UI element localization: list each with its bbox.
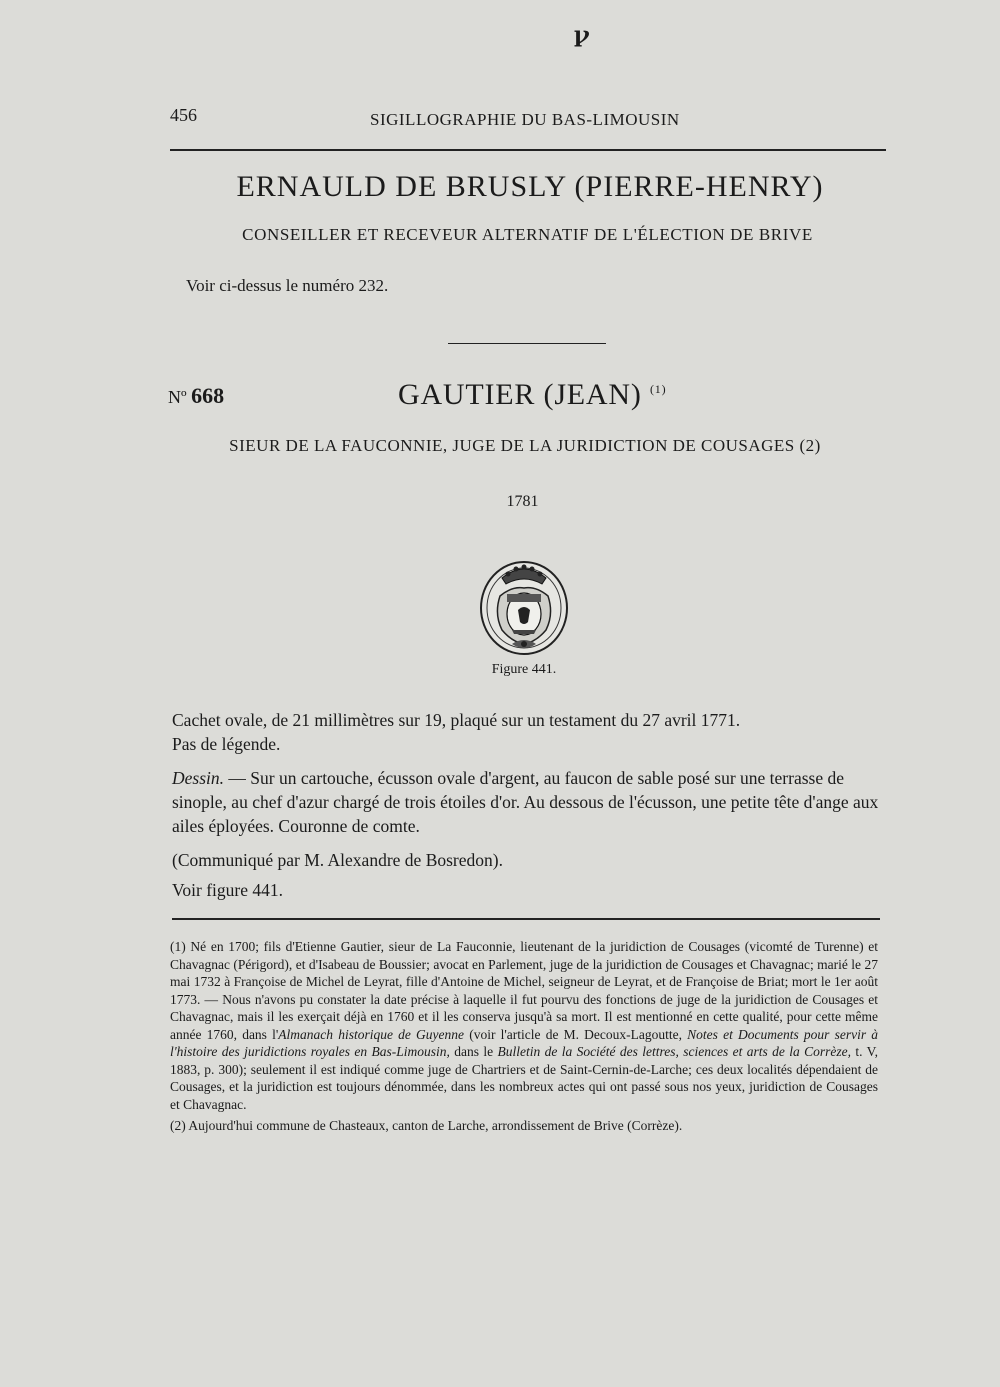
drawing-label: Dessin.	[172, 768, 225, 788]
entry1-title: ERNAULD DE BRUSLY (PIERRE-HENRY)	[236, 170, 824, 203]
footnote-1-italic-c: Bulletin de la Société des lettres, sciences et arts de la Corrèze,	[497, 1044, 851, 1059]
footnote-1	[170, 938, 878, 1113]
entry2-title-note: (1)	[649, 382, 667, 396]
page-number: 456	[170, 105, 197, 125]
entry2-title: GAUTIER (JEAN)	[398, 378, 642, 411]
entry2-body	[172, 708, 882, 902]
drawing-text: — Sur un cartouche, écusson ovale d'argent, au faucon de sable posé sur une terrasse de sinople, au chef d'azur chargé de trois étoiles d'or. Au dessous de l'écusson, une petite tête d'ange aux ailes éployées. Couronne de comte.	[172, 768, 879, 836]
legend-paragraph: Pas de légende.	[172, 734, 281, 754]
entry2-year: 1781	[506, 493, 539, 510]
see-figure-paragraph: Voir figure 441.	[172, 880, 283, 900]
entry2-number-prefix: Nº	[168, 387, 187, 407]
footnotes	[170, 938, 878, 1135]
entry2-subtitle: SIEUR DE LA FAUCONNIE, JUGE DE LA JURIDICTION DE COUSAGES (2)	[229, 436, 821, 455]
figure-caption: Figure 441.	[491, 662, 557, 677]
footnote-1-text-a: (1) Né en 1700; fils d'Etienne Gautier, sieur de La Fauconnie, lieutenant de la juridiction de Cousages (vicomté de Turenne) et Chavagnac (Périgord), et d'Isabeau de Boussier; avocat en Parlement, juge de la juridiction de Cousages et Chavagnac; marié le 27 mai 1732 à Françoise de Michel de Leyrat, fille d'Antoine de Michel, seigneur de Leyrat, et de Françoise de Briat; mort le 1er août 1773. — Nous n'avons pu constater la date précise à laquelle il fut pourvu des fonctions de juge de la juridiction de Cousages et Chavagnac, mais il les exerçait déjà en 1760 et il les conserva jusqu'à sa mort. Il est mentionné en cette qualité, pour cette même année 1760, dans l'	[170, 939, 878, 1042]
footnote-2: (2) Aujourd'hui commune de Chasteaux, canton de Larche, arrondissement de Brive (Corrèze).	[170, 1118, 683, 1133]
entry1-reference: Voir ci-dessus le numéro 232.	[186, 276, 389, 295]
footnote-1-italic-b: Notes et Documents pour servir à l'histoire des juridictions royales en Bas-Limousin,	[170, 1026, 879, 1059]
footnote-rule	[172, 918, 880, 920]
section-separator	[448, 343, 606, 344]
footnote-1-text-b: (voir l'article de M. Decoux-Lagoutte,	[464, 1026, 688, 1042]
footnote-1-italic-a: Almanach historique de Guyenne	[278, 1026, 465, 1042]
communicated-paragraph: (Communiqué par M. Alexandre de Bosredon).	[172, 850, 503, 870]
entry1-subtitle: CONSEILLER ET RECEVEUR ALTERNATIF DE L'ÉLECTION DE BRIVE	[242, 225, 813, 244]
entry2-number-value: 668	[191, 383, 225, 408]
footnote-1-text-c: dans le	[449, 1044, 498, 1059]
running-title: SIGILLOGRAPHIE DU BAS-LIMOUSIN	[370, 110, 680, 129]
top-mark: ꝩ	[574, 22, 590, 47]
drawing-paragraph	[172, 766, 882, 838]
header-rule	[170, 149, 886, 151]
entry2-title-block	[398, 378, 666, 412]
footnote-1-text-d: t. V, 1883, p. 300); seulement il est indiqué comme juge de Chartriers et de Saint-Cernin-de-Larche; ces deux localités dépendaient de Cousages, et la juridiction est toujours dénommée, dans les nombreux actes qui ont passé sous nos yeux, juridiction de Cousages et Chavagnac.	[170, 1044, 878, 1112]
description-paragraph: Cachet ovale, de 21 millimètres sur 19, plaqué sur un testament du 27 avril 1771.	[172, 710, 741, 730]
entry2-number	[168, 383, 224, 409]
seal-figure	[478, 556, 570, 656]
